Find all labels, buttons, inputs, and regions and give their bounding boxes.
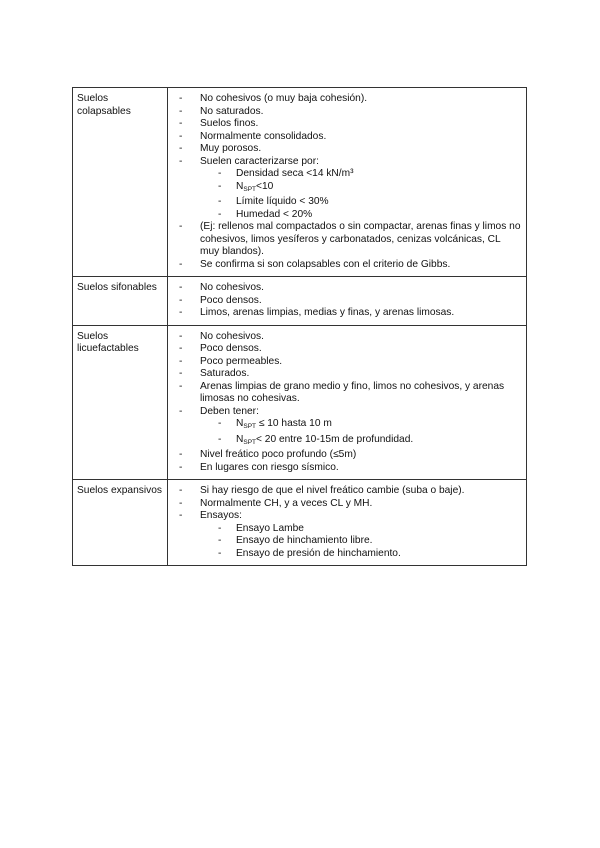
property-text: Muy porosos.: [200, 143, 262, 154]
property-text: Limos, arenas limpias, medias y finas, y arenas limosas.: [200, 307, 455, 318]
property-text: No cohesivos.: [200, 282, 264, 293]
property-item: [172, 368, 522, 381]
sub-property-text: N: [236, 418, 244, 429]
property-text: Normalmente CH, y a veces CL y MH.: [200, 497, 373, 509]
property-text: Poco densos.: [200, 294, 262, 306]
property-text: No cohesivos.: [200, 330, 264, 342]
soil-type-name: Suelos expansivos: [73, 480, 168, 566]
property-text: Suelos finos.: [200, 118, 259, 129]
property-text: Suelen caracterizarse por:: [200, 155, 319, 167]
property-item: [172, 485, 522, 498]
subscript-text: SPT: [243, 423, 257, 430]
sub-property-suffix: ≤ 10 hasta 10 m: [256, 418, 332, 429]
sub-property-item: [200, 168, 522, 181]
property-item: [172, 449, 522, 462]
soil-type-name: Suelos sifonables: [73, 277, 168, 326]
table-row: [73, 325, 527, 480]
property-item: [172, 498, 522, 511]
subscript-text: SPT: [243, 438, 257, 446]
property-item: [172, 143, 522, 156]
soil-types-table: [72, 87, 527, 566]
property-item: [172, 331, 522, 344]
property-item: [172, 462, 522, 475]
sub-property-suffix: <10: [256, 180, 274, 192]
property-text: Deben tener:: [200, 405, 259, 417]
sub-property-list: [200, 418, 522, 449]
property-list: [172, 282, 522, 320]
sub-property-text: Humedad < 20%: [236, 208, 313, 220]
property-text: Normalmente consolidados.: [200, 130, 327, 142]
sub-property-text: Límite líquido < 30%: [236, 196, 329, 207]
property-item: [172, 356, 522, 369]
property-list: [172, 485, 522, 560]
sub-property-item: [200, 418, 522, 434]
property-item: [172, 93, 522, 106]
property-text: Poco densos.: [200, 343, 262, 354]
property-text: Se confirma si son colapsables con el criterio de Gibbs.: [200, 258, 451, 270]
soil-properties-cell: [168, 480, 527, 566]
property-item: [172, 118, 522, 131]
property-text: No cohesivos (o muy baja cohesión).: [200, 93, 368, 104]
property-item: [172, 131, 522, 144]
sub-property-text: Ensayo de presión de hinchamiento.: [236, 547, 401, 559]
property-item: [172, 221, 522, 259]
sub-property-suffix: < 20 entre 10-15m de profundidad.: [256, 433, 414, 445]
soil-type-name: Suelos licuefactables: [73, 325, 168, 480]
property-list: [172, 93, 522, 271]
table-row: [73, 277, 527, 326]
sub-property-item: [200, 181, 522, 197]
property-text: Nivel freático poco profundo (≤5m): [200, 449, 357, 460]
sub-property-text: N: [236, 180, 244, 192]
property-item: [172, 381, 522, 406]
subscript-text: SPT: [243, 185, 257, 193]
sub-property-item: [200, 196, 522, 209]
table-row: [73, 88, 527, 277]
property-item: [172, 406, 522, 450]
property-text: Ensayos:: [200, 510, 242, 521]
sub-property-text: N: [236, 433, 244, 445]
property-list: [172, 331, 522, 475]
sub-property-text: Ensayo de hinchamiento libre.: [236, 535, 373, 546]
property-text: En lugares con riesgo sísmico.: [200, 461, 339, 473]
property-item: [172, 156, 522, 222]
soil-properties-cell: [168, 277, 527, 326]
sub-property-item: [200, 548, 522, 561]
table-body: [73, 88, 527, 566]
property-text: No saturados.: [200, 105, 264, 117]
property-text: Poco permeables.: [200, 355, 283, 367]
sub-property-item: [200, 523, 522, 536]
soil-properties-cell: [168, 88, 527, 277]
sub-property-item: [200, 535, 522, 548]
soil-properties-cell: [168, 325, 527, 480]
property-item: [172, 343, 522, 356]
property-text: Arenas limpias de grano medio y fino, limos no cohesivos, y arenas limosas no cohesivas.: [200, 380, 505, 404]
soil-type-name: Suelos colapsables: [73, 88, 168, 277]
sub-property-text: Ensayo Lambe: [236, 522, 304, 534]
property-item: [172, 510, 522, 560]
property-item: [172, 259, 522, 272]
property-item: [172, 106, 522, 119]
property-text: (Ej: rellenos mal compactados o sin compactar, arenas finas y limos no cohesivos, limos yesíferos y carbonatados, cenizas volcánicas, CL muy blandos).: [200, 221, 521, 257]
sub-property-item: [200, 209, 522, 222]
sub-property-list: [200, 168, 522, 221]
property-item: [172, 307, 522, 320]
property-item: [172, 295, 522, 308]
sub-property-item: [200, 434, 522, 450]
sub-property-text: Densidad seca <14 kN/m³: [236, 168, 354, 179]
property-item: [172, 282, 522, 295]
property-text: Si hay riesgo de que el nivel freático cambie (suba o baje).: [200, 485, 465, 496]
sub-property-list: [200, 523, 522, 561]
table-row: [73, 480, 527, 566]
property-text: Saturados.: [200, 368, 250, 379]
